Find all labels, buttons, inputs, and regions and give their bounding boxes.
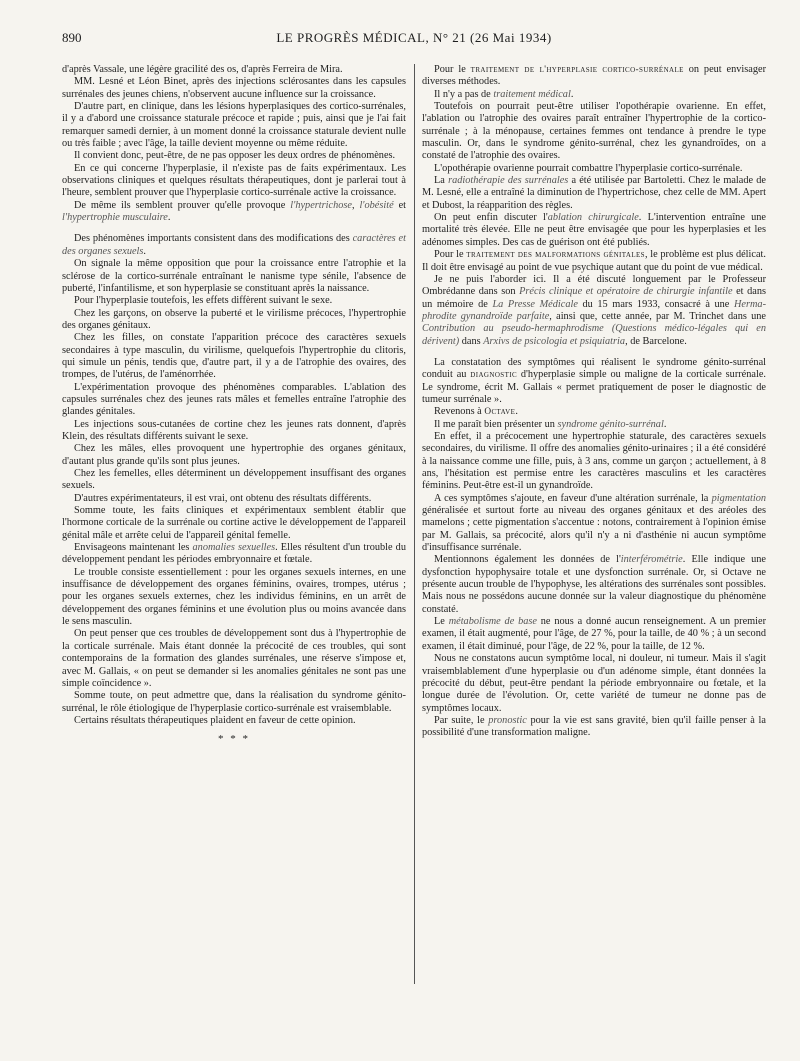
paragraph: On signale la même opposition que pour la croissance entre l'atrophie et la sclérose de la cortico-surrénale entraînant le nanisme type sénile, l'absence de puberté, l'infantilisme, et son hyperplasie se constituant après la naissance. (62, 258, 406, 294)
paragraph: De même ils semblent prouver qu'elle provoque l'hypertrichose, l'obésité et l'hypertrophie musculaire. (62, 199, 406, 224)
paragraph: Pour le traitement de l'hyperplasie cortico-surrénale on peut envisager diverses méthodes. (422, 64, 766, 88)
paragraph: Par suite, le pronostic pour la vie est sans gravité, bien qu'il faille penser à la possibilité d'une transformation maligne. (422, 714, 766, 739)
paragraph: Revenons à Octave. (434, 406, 518, 418)
paragraph: d'après Vassale, une légère gracilité des os, d'après Ferreira de Mira. (62, 64, 343, 75)
paragraph: En effet, il a précocement une hypertrophie staturale, des caractères sexuels secondaires, du virilisme. Il offre des anomalies génito-urinaires ; il a été considéré à la naissance comme une fille, puis, à 3 ans, comme un garçon ; actuellement, à 8 ans, l'hésitation est permise entre les caractères masculins et les caractères féminins. Peut-être est-il un gynandroïde. (422, 430, 766, 492)
paragraph: A ces symptômes s'ajoute, en faveur d'une altération surrénale, la pigmentation généralisée et surtout forte au niveau des organes génitaux et des aréoles des mamelons ; cette pigmentation s'accentue : notons, contrairement à l'opinion émise par M. Gallais, sa précocité, alors qu'il n'y a ni d'asthénie ni aucun symptôme d'insuffisance surrénale. (422, 492, 766, 554)
paragraph: En ce qui concerne l'hyperplasie, il n'existe pas de faits expérimentaux. Les observations cliniques et quelques résultats thérapeutiques, dont je parlerai tout à l'heure, semblent prouver que l'hyperplasie cortico-surrénale active la croissance. (62, 162, 406, 199)
paragraph: Nous ne constatons aucun symptôme local, ni douleur, ni tumeur. Mais il s'agit vraisemblablement d'une hyperplasie ou d'un adénome simple, étant données la précocité du début, peut-être pendant la période embryonnaire ou fœtale, et la longue durée de l'évolution. Or, cette variété de tumeur ne donne pas de symptômes locaux. (422, 653, 766, 714)
paragraph: On peut penser que ces troubles de développement sont dus à l'hypertrophie de la corticale surrénale. Mais étant donnée la précocité de ces troubles, qui sont contemporains de la formation des glandes surrénales, une réserve s'impose et, avec M. Gallais, « on peut se demander si les anomalies génitales ne sont pas une simple coïncidence ». (62, 628, 406, 689)
page-number: 890 (62, 30, 82, 45)
paragraph: Pour l'hyperplasie toutefois, les effets diffèrent suivant le sexe. (74, 295, 333, 307)
paragraph: Chez les mâles, elles provoquent une hypertrophie des organes génitaux, d'autant plus grande qu'ils sont plus jeunes. (62, 443, 406, 467)
paragraph: Le métabolisme de base ne nous a donné aucun renseignement. A un premier examen, il était augmenté, pour l'âge, de 27 %, pour la taille, de 40 % ; à un second examen, il était diminué, pour l'âge, de 22 %, pour la taille, de 12 %. (422, 616, 767, 652)
paragraph: Somme toute, on peut admettre que, dans la réalisation du syndrome génito-surrénal, le rôle étiologique de l'hyperplasie cortico-surrénale est vraisemblable. (62, 690, 406, 714)
paragraph: D'autre part, en clinique, dans les lésions hyperplasiques des cortico-surrénales, il y a d'abord une croissance staturale précoce et rapide ; puis, ainsi que je l'ai fait remarquer samedi dernier, à un moment donné la croissance staturale devient nulle ou très faible ; avec l'âge, la taille devient moyenne ou même réduite. (62, 101, 406, 150)
paragraph: Je ne puis l'aborder ici. Il a été discuté longuement par le Professeur Ombrédanne dans son Précis clinique et opératoire de chirurgie infantile et dans un mémoire de La Presse Médicale du 15 mars 1933, consacré à une Hermaphrodite gynandroïde parfaite, ainsi que, cette année, par M. Trinchet dans une Contribution au pseudo-hermaphrodisme (Questions médico-légales qui en dérivent) dans Arxivs de psicologia et psiquiatria, de Barcelone. (422, 273, 767, 347)
left-column (62, 64, 406, 746)
paragraph: Il convient donc, peut-être, de ne pas opposer les deux ordres de phénomènes. (74, 150, 396, 162)
paragraph: Toutefois on pourrait peut-être utiliser l'opothérapie ovarienne. En effet, l'ablation ou l'atrophie des ovaires paraît entraîner l'hypertrophie de la cortico-surrénale ; à la ménopause, certaines femmes ont tendance à prendre le type masculin. Or, dans le syndrome génito-surrénal, chez les gynandroïdes, on a constaté de l'atrophie des ovaires. (422, 101, 766, 162)
page-header (62, 30, 766, 52)
section-ornament: * * * (218, 733, 250, 746)
paragraph: Pour le traitement des malformations génitales, le problème est plus délicat. Il doit être envisagé au point de vue psychique autant que du point de vue médical. (422, 249, 766, 273)
paragraph: Chez les filles, on constate l'apparition précoce des caractères sexuels secondaires à type masculin, du virilisme, quelquefois l'hypertrophie du clitoris, qui simule un pénis, tendis que, d'autre part, il y a de l'atrophie des ovaires, des trompes, de l'utérus, de l'aménorrhée. (62, 332, 406, 381)
paragraph: Il me paraît bien présenter un syndrome génito-surrénal. (434, 418, 667, 430)
paragraph: Somme toute, les faits cliniques et expérimentaux semblent établir que l'hormone corticale de la surrénale ou cortine active le développement de l'appareil génital mâle et arrête celui de l'appareil génital femelle. (62, 505, 406, 541)
paragraph: Envisageons maintenant les anomalies sexuelles. Elles résultent d'un trouble du développement pendant les périodes embryonnaire et fœtale. (62, 542, 406, 566)
paragraph: On peut enfin discuter l'ablation chirurgicale. L'intervention entraîne une mortalité très élevée. Elle ne peut être envisagée que pour les hyperplasies et les adénomes simples. Des cas de guérison ont été publiés. (422, 212, 766, 248)
paragraph: Des phénomènes importants consistent dans des modifications des caractères et des organes sexuels. (62, 233, 406, 257)
right-column (422, 64, 766, 746)
running-title: LE PROGRÈS MÉDICAL, N° 21 (26 Mai 1934) (276, 30, 552, 45)
paragraph: MM. Lesné et Léon Binet, après des injections sclérosantes dans les capsules surrénales des jeunes chiens, n'observent aucune influence sur la croissance. (62, 76, 406, 100)
paragraph: Certains résultats thérapeutiques plaident en faveur de cette opinion. (74, 714, 356, 726)
paragraph: L'opothérapie ovarienne pourrait combattre l'hyperplasie cortico-surrénale. (434, 162, 743, 174)
paragraph: La constatation des symptômes qui réalisent le syndrome génito-surrénal conduit au diagnostic d'hyperplasie simple ou maligne de la corticale surrénale. Le syndrome, écrit M. Gallais « permet pratiquement de poser le diagnostic de tumeur surrénale ». (422, 356, 766, 405)
paragraph: Le trouble consiste essentiellement : pour les organes sexuels internes, en une insuffisance de développement des organes féminins, ovaires, trompes, utérus ; pour les organes sexuels externes, chez les individus féminins, en un arrêt de développement des organes féminins et une évolution plus ou moins avancée dans le sens masculin. (62, 566, 406, 628)
column-divider (414, 64, 415, 984)
paragraph: La radiothérapie des surrénales a été utilisée par Bartoletti. Chez le malade de M. Lesné, elle a entraîné la diminution de l'hypertrichose, chez celle de MM. Apert et Dubost, la réapparition des règles. (422, 175, 766, 211)
paragraph: Il n'y a pas de traitement médical. (434, 88, 574, 100)
paragraph: D'autres expérimentateurs, il est vrai, ont obtenu des résultats différents. (74, 492, 372, 504)
paragraph: Chez les femelles, elles déterminent un développement insuffisant des organes sexuels. (62, 468, 406, 492)
paragraph: Mentionnons également les données de l'interférométrie. Elle indique une dysfonction hypophysaire totale et une dysfonction surrénale. Or, si Octave ne présente aucun trouble de l'hypophyse, les altérations des surrénales sont possibles. Mais nous ne possédons aucune donnée sur la valeur diagnostique du phénomène constaté. (422, 554, 766, 615)
two-column-body (62, 64, 766, 746)
paragraph: L'expérimentation provoque des phénomènes comparables. L'ablation des capsules surrénales chez des jeunes rats mâles et femelles entraîne l'atrophie des glandes génitales. (62, 381, 406, 418)
paragraph: Chez les garçons, on observe la puberté et le virilisme précoces, l'hypertrophie des organes génitaux. (62, 307, 406, 331)
paragraph: Les injections sous-cutanées de cortine chez les jeunes rats donnent, d'après Klein, des résultats différents suivant le sexe. (62, 418, 406, 442)
